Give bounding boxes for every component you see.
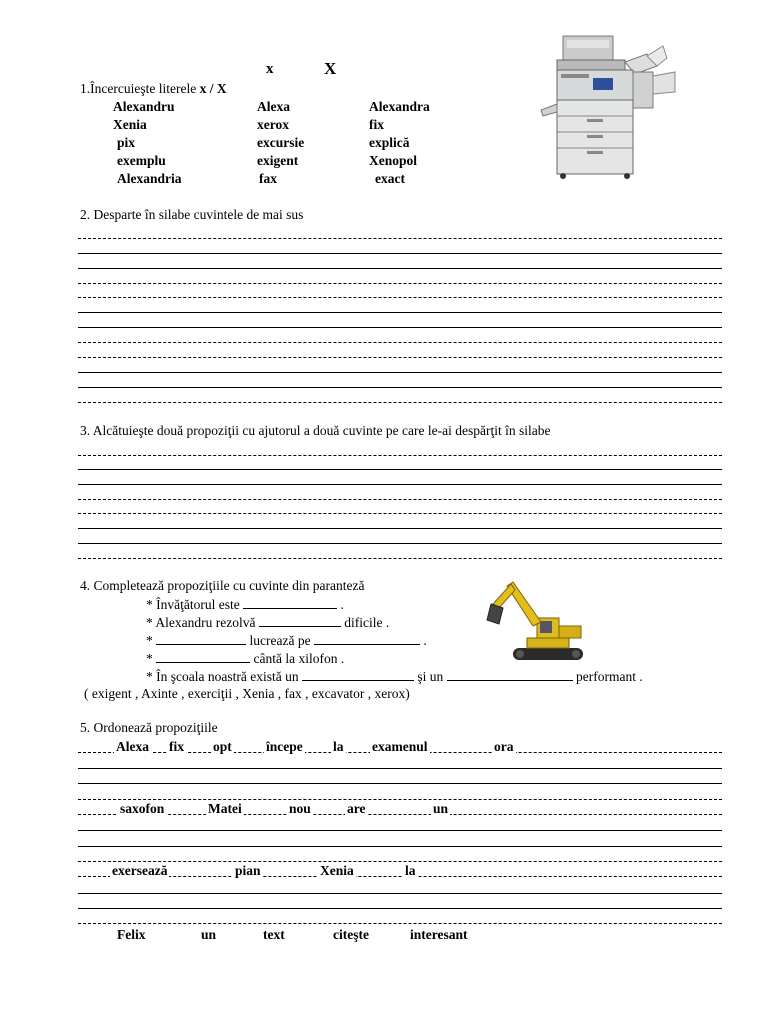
ex4-word-options: ( exigent , Axinte , exerciţii , Xenia , fax , excavator , xerox) [84, 686, 410, 701]
answer-blank[interactable] [259, 614, 341, 627]
writing-line[interactable] [78, 312, 722, 313]
writing-line[interactable] [78, 342, 722, 343]
writing-line[interactable] [78, 513, 722, 514]
s1-text: * Învăţătorul este [146, 597, 240, 612]
answer-blank[interactable] [156, 650, 250, 663]
s2-end: dificile . [344, 615, 390, 630]
ex4-sentence-2 [146, 614, 389, 631]
s4-star: * [146, 651, 153, 666]
scrambled-word[interactable]: citeşte [333, 927, 369, 942]
scrambled-word[interactable]: Matei [208, 801, 242, 816]
scrambled-word[interactable]: saxofon [120, 801, 165, 816]
writing-line[interactable] [78, 238, 722, 239]
writing-line[interactable] [78, 861, 722, 862]
scrambled-word[interactable]: opt [213, 739, 232, 754]
answer-blank[interactable] [302, 668, 414, 681]
writing-line[interactable] [78, 846, 722, 847]
word-fix[interactable]: fix [369, 117, 384, 132]
scrambled-word[interactable]: text [263, 927, 285, 942]
scrambled-word[interactable]: are [347, 801, 366, 816]
writing-line[interactable] [78, 923, 722, 924]
ex4-title: 4. Completează propoziţiile cu cuvinte din paranteză [80, 578, 365, 593]
scrambled-word[interactable]: un [433, 801, 449, 816]
ex4-sentence-1 [146, 596, 344, 613]
word-exact[interactable]: exact [375, 171, 405, 186]
word-xenopol[interactable]: Xenopol [369, 153, 418, 168]
writing-line[interactable] [78, 768, 722, 769]
writing-line[interactable] [78, 469, 722, 470]
word-fax[interactable]: fax [259, 171, 277, 186]
writing-line[interactable] [78, 387, 722, 388]
writing-line[interactable] [78, 455, 722, 456]
writing-line[interactable] [78, 297, 722, 298]
scrambled-word[interactable]: Felix [117, 927, 146, 942]
scrambled-word[interactable]: la [333, 739, 344, 754]
writing-line[interactable] [78, 783, 722, 784]
writing-line[interactable] [78, 876, 722, 877]
scrambled-word[interactable]: pian [235, 863, 261, 878]
writing-line[interactable] [78, 372, 722, 373]
copier-machine-image [535, 32, 685, 182]
writing-line[interactable] [78, 499, 722, 500]
scrambled-word[interactable]: examenul [372, 739, 428, 754]
scrambled-word[interactable]: la [405, 863, 416, 878]
scrambled-word[interactable]: un [201, 927, 217, 942]
writing-line[interactable] [78, 830, 722, 831]
excavator-image [483, 576, 589, 664]
answer-blank[interactable] [243, 596, 337, 609]
writing-line[interactable] [78, 799, 722, 800]
ex4-sentence-3 [146, 632, 427, 649]
scrambled-word[interactable]: interesant [410, 927, 468, 942]
word-xenia[interactable]: Xenia [113, 117, 147, 132]
word-xerox[interactable]: xerox [257, 117, 289, 132]
s3-star: * [146, 633, 153, 648]
writing-line[interactable] [78, 268, 722, 269]
scrambled-word[interactable]: fix [169, 739, 184, 754]
scrambled-word[interactable]: ora [494, 739, 514, 754]
scrambled-word[interactable]: Xenia [320, 863, 354, 878]
word-exigent[interactable]: exigent [257, 153, 299, 168]
s5-end: performant . [575, 669, 643, 684]
ex1-letters: x / X [199, 81, 227, 96]
title-big-x: X [324, 59, 337, 78]
ex4-sentence-4 [146, 650, 344, 667]
word-pix[interactable]: pix [117, 135, 136, 150]
scrambled-word[interactable]: exersează [112, 863, 168, 878]
writing-line[interactable] [78, 893, 722, 894]
ex2-title: 2. Desparte în silabe cuvintele de mai sus [80, 207, 304, 222]
answer-blank[interactable] [156, 632, 246, 645]
writing-line[interactable] [78, 283, 722, 284]
scrambled-word[interactable]: Alexa [116, 739, 149, 754]
answer-blank[interactable] [447, 668, 573, 681]
ex1-instruction [80, 81, 227, 97]
word-alexandria[interactable]: Alexandria [117, 171, 182, 186]
title-small-x: x [266, 61, 274, 77]
writing-line[interactable] [78, 558, 722, 559]
word-exemplu[interactable]: exemplu [117, 153, 166, 168]
writing-line[interactable] [78, 327, 722, 328]
s4-text: cântă la xilofon . [253, 651, 345, 666]
writing-line[interactable] [78, 253, 722, 254]
ex1-prefix: 1.Încercuieşte literele [80, 81, 200, 96]
s2-text: * Alexandru rezolvă [146, 615, 256, 630]
writing-line[interactable] [78, 484, 722, 485]
writing-line[interactable] [78, 908, 722, 909]
writing-line[interactable] [78, 402, 722, 403]
s3-text: lucrează pe [249, 633, 311, 648]
word-alexandra[interactable]: Alexandra [369, 99, 430, 114]
writing-line[interactable] [78, 357, 722, 358]
word-explica[interactable]: explică [369, 135, 410, 150]
ex5-title: 5. Ordonează propoziţiile [80, 720, 218, 735]
ex3-title: 3. Alcătuieşte două propoziţii cu ajutorul a două cuvinte pe care le-ai despărţit în silabe [80, 423, 551, 438]
answer-blank[interactable] [314, 632, 420, 645]
writing-line[interactable] [78, 528, 722, 529]
scrambled-word[interactable]: începe [266, 739, 303, 754]
s1-end: . [340, 597, 344, 612]
word-excursie[interactable]: excursie [257, 135, 305, 150]
scrambled-word[interactable]: nou [289, 801, 311, 816]
s3-end: . [423, 633, 427, 648]
word-alexandru[interactable]: Alexandru [113, 99, 175, 114]
s5-mid: şi un [417, 669, 444, 684]
ex4-sentence-5 [146, 668, 643, 685]
word-alexa[interactable]: Alexa [257, 99, 290, 114]
writing-line[interactable] [78, 814, 722, 815]
s5-text: * În şcoala noastră există un [146, 669, 299, 684]
writing-line[interactable] [78, 543, 722, 544]
